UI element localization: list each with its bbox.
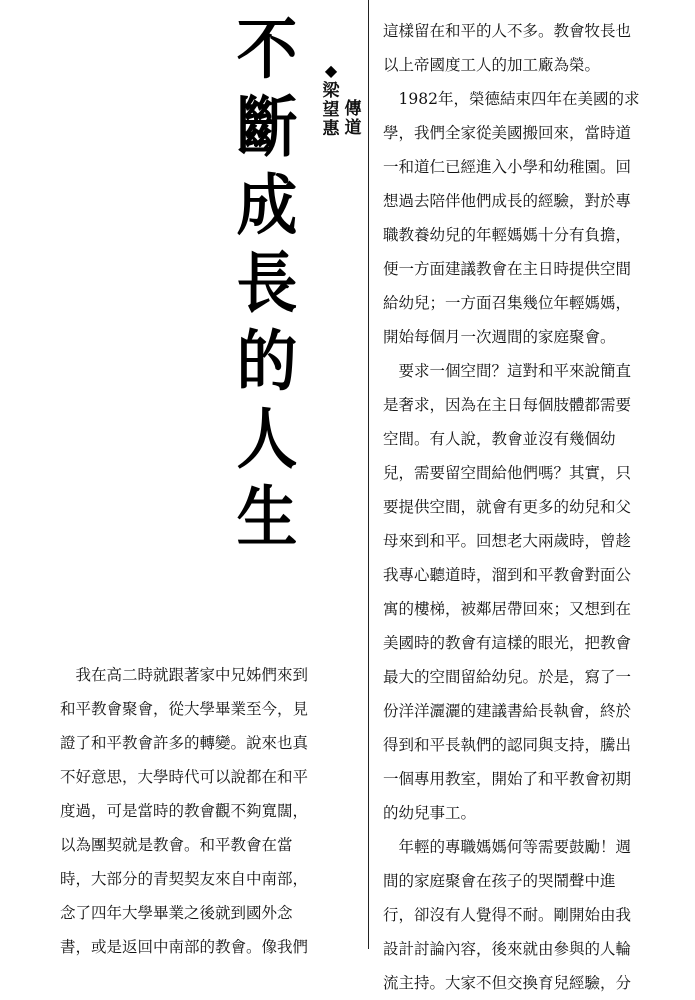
body-line: 時，大部分的青契契友來自中南部， (60, 870, 309, 888)
author-role-column (344, 62, 362, 138)
author-role-char: 傳 (344, 99, 362, 119)
body-line: 最大的空間留給幼兒。於是，寫了一 (383, 668, 632, 686)
right-body-column (383, 14, 685, 1000)
body-line: 書，或是返回中南部的教會。像我們 (60, 938, 309, 956)
title-char: 生 (236, 478, 298, 556)
title-char: 人 (236, 400, 298, 478)
body-line: 行，卻沒有人覺得不耐。剛開始由我 (383, 906, 632, 924)
author-name-char: 惠 (322, 119, 340, 139)
body-line: 要提供空間，就會有更多的幼兒和父 (383, 498, 632, 516)
body-line: 度過，可是當時的教會觀不夠寬闊， (60, 802, 309, 820)
body-line: 我在高二時就跟著家中兄姊們來到 (60, 666, 309, 684)
body-line: 念了四年大學畢業之後就到國外念 (60, 904, 293, 922)
title-char: 斷 (236, 88, 298, 166)
body-line: 職教養幼兒的年輕媽媽十分有負擔， (383, 226, 632, 244)
body-line: 寓的樓梯，被鄰居帶回來；又想到在 (383, 600, 632, 618)
author-name-char: 望 (322, 100, 340, 120)
body-line: 以為團契就是教會。和平教會在當 (60, 836, 293, 854)
body-line: 一和道仁已經進入小學和幼稚園。回 (383, 158, 632, 176)
body-line: 流主持。大家不但交換育兒經驗，分 (383, 974, 632, 992)
body-line: 我專心聽道時，溜到和平教會對面公 (383, 566, 632, 584)
author-name-char: 梁 (322, 81, 340, 101)
article-title (232, 10, 302, 556)
body-line: 1982年，榮德結束四年在美國的求 (383, 90, 640, 108)
body-line: 設計討論內容，後來就由參與的人輪 (383, 940, 632, 958)
body-line: 要求一個空間？這對和平來說簡直 (383, 362, 632, 380)
column-divider (368, 0, 369, 949)
title-char: 不 (236, 10, 298, 88)
body-line: 間的家庭聚會在孩子的哭鬧聲中進 (383, 872, 616, 890)
body-line: 想過去陪伴他們成長的經驗，對於專 (383, 192, 632, 210)
title-char: 成 (236, 166, 298, 244)
left-body-column (60, 658, 358, 964)
body-line: 空間。有人說，教會並沒有幾個幼 (383, 430, 616, 448)
body-line: 給幼兒；一方面召集幾位年輕媽媽， (383, 294, 632, 312)
body-line: 便一方面建議教會在主日時提供空間 (383, 260, 632, 278)
diamond-icon: ◆ (324, 61, 338, 80)
body-line: 兒，需要留空間給他們嗎？其實，只 (383, 464, 632, 482)
body-line: 這樣留在和平的人不多。教會牧長也 (383, 22, 632, 40)
title-char: 長 (236, 244, 298, 322)
body-line: 和平教會聚會，從大學畢業至今，見 (60, 700, 309, 718)
body-line: 是奢求，因為在主日每個肢體都需要 (383, 396, 632, 414)
body-line: 證了和平教會許多的轉變。說來也真 (60, 734, 309, 752)
body-line: 不好意思，大學時代可以說都在和平 (60, 768, 309, 786)
author-byline (322, 62, 362, 139)
author-name-column (322, 62, 340, 139)
body-line: 母來到和平。回想老大兩歲時，曾趁 (383, 532, 632, 550)
body-line: 份洋洋灑灑的建議書給長執會，終於 (383, 702, 632, 720)
body-line: 年輕的專職媽媽何等需要鼓勵！週 (383, 838, 632, 856)
body-line: 美國時的教會有這樣的眼光，把教會 (383, 634, 632, 652)
body-line: 以上帝國度工人的加工廠為榮。 (383, 56, 601, 74)
body-line: 開始每個月一次週間的家庭聚會。 (383, 328, 616, 346)
author-role-char: 道 (344, 118, 362, 138)
body-line: 學，我們全家從美國搬回來，當時道 (383, 124, 632, 142)
body-line: 的幼兒事工。 (383, 804, 477, 822)
title-char: 的 (236, 322, 298, 400)
body-line: 得到和平長執們的認同與支持，騰出 (383, 736, 632, 754)
body-line: 一個專用教室，開始了和平教會初期 (383, 770, 632, 788)
